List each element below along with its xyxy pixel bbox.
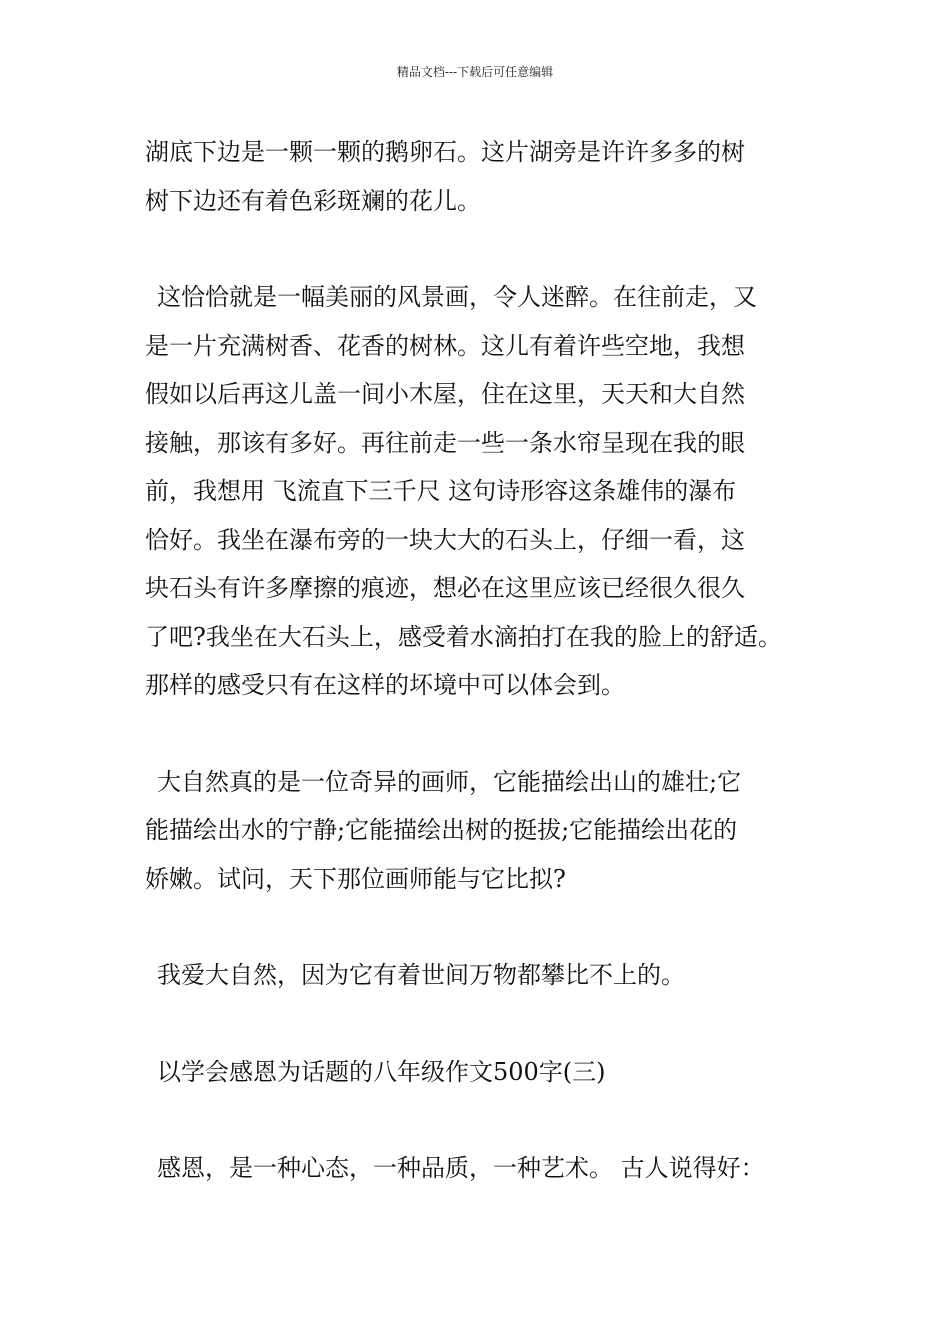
text-line: 这恰恰就是一幅美丽的风景画，令人迷醉。在往前走，又 bbox=[157, 283, 757, 311]
text-line: 娇嫩。试问，天下那位画师能与它比拟? bbox=[145, 864, 566, 893]
text-line: 块石头有许多摩擦的痕迹，想必在这里应该已经很久很久 bbox=[145, 574, 745, 602]
paragraph-1 bbox=[145, 128, 835, 225]
page-header: 精品文档---下载后可任意编辑 bbox=[396, 65, 554, 79]
text-line: 是一片充满树香、花香的树林。这儿有着许些空地，我想 bbox=[145, 331, 745, 360]
text-line: 感恩，是一种心态，一种品质，一种艺术。 古人说得好： bbox=[157, 1154, 765, 1182]
text-line: 假如以后再这儿盖一间小木屋，住在这里，天天和大自然 bbox=[145, 380, 745, 408]
text-line: 我爱大自然，因为它有着世间万物都攀比不上的。 bbox=[157, 961, 685, 989]
section-heading bbox=[145, 1048, 835, 1097]
text-line: 能描绘出水的宁静;它能描绘出树的挺拔;它能描绘出花的 bbox=[145, 816, 738, 844]
paragraph-3 bbox=[145, 758, 835, 904]
text-line: 前，我想用 飞流直下三千尺 这句诗形容这条雄伟的瀑布 bbox=[145, 477, 737, 505]
text-line: 那样的感受只有在这样的坏境中可以体会到。 bbox=[145, 671, 625, 699]
text-line: 了吧?我坐在大石头上，感受着水滴拍打在我的脸上的舒适。 bbox=[145, 622, 782, 651]
paragraph-4 bbox=[145, 951, 835, 1000]
document-body bbox=[145, 128, 835, 1193]
text-line: 以学会感恩为话题的八年级作文500字(三) bbox=[157, 1057, 606, 1086]
text-line: 接触，那该有多好。再往前走一些一条水帘呈现在我的眼 bbox=[145, 428, 745, 457]
text-line: 恰好。我坐在瀑布旁的一块大大的石头上，仔细一看，这 bbox=[145, 525, 745, 554]
text-line: 树下边还有着色彩斑斓的花儿。 bbox=[145, 186, 481, 215]
paragraph-2 bbox=[145, 273, 835, 710]
paragraph-6 bbox=[145, 1144, 835, 1193]
text-line: 湖底下边是一颗一颗的鹅卵石。这片湖旁是许许多多的树 bbox=[145, 138, 745, 166]
text-line: 大自然真的是一位奇异的画师，它能描绘出山的雄壮;它 bbox=[157, 767, 742, 796]
